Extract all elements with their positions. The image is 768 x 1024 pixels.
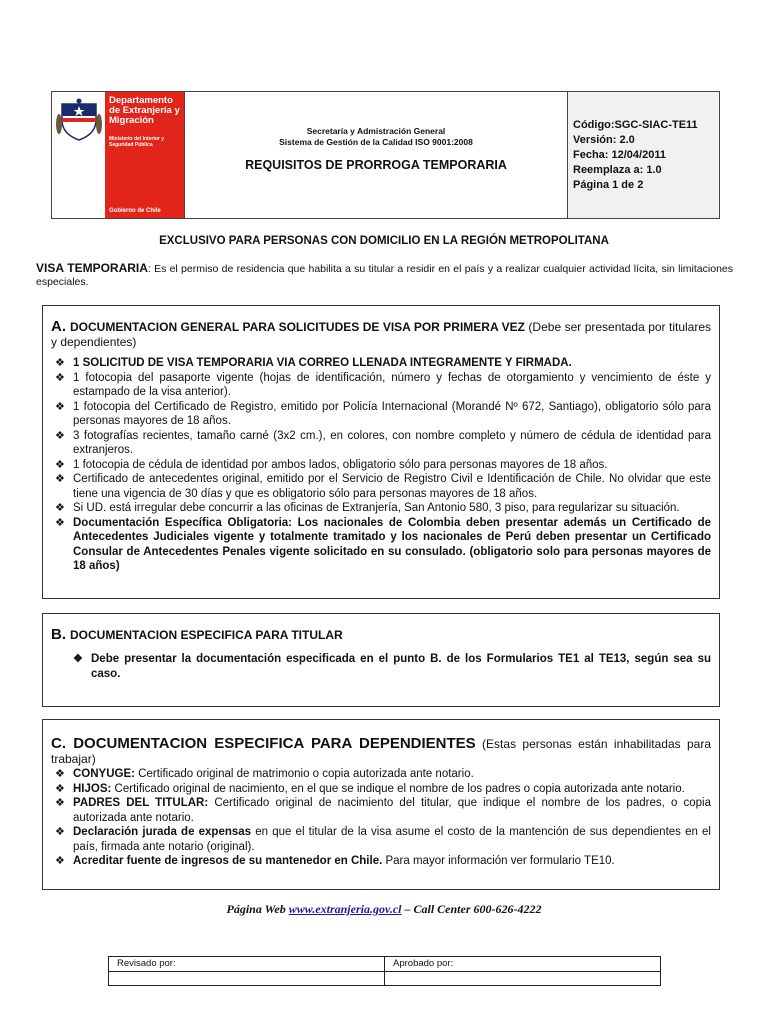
item-text: Certificado original de nacimiento, en el que se indique el nombre de los padres o copia autorizada ante notario.: [111, 782, 685, 795]
item-strong: CONYUGE:: [73, 768, 135, 780]
section-c-heading: [51, 736, 711, 767]
visa-definition: [36, 262, 733, 289]
section-c: [42, 719, 720, 890]
diamond-bullet-icon: ❖: [55, 826, 65, 838]
chile-coat-of-arms-icon: [56, 98, 102, 142]
item-text: 1 fotocopia del Certificado de Registro, emitido por Policía Internacional (Morandé Nº 672, Santiago), obligatorio sólo para personas mayores de 18 años.: [73, 400, 711, 427]
section-a: [42, 305, 720, 599]
shield-area: [52, 92, 105, 218]
diamond-bullet-icon: ❖: [55, 768, 65, 780]
document-header: [51, 91, 720, 219]
list-item: [51, 429, 711, 458]
document-title: REQUISITOS DE PRORROGA TEMPORARIA: [245, 158, 507, 172]
list-item: [51, 825, 711, 854]
secretaria-text: Secretaría y Admistración General: [306, 126, 446, 136]
government-name: Gobierno de Chile: [109, 208, 161, 214]
list-item: [51, 796, 711, 825]
secretaria-line: [185, 126, 567, 148]
diamond-bullet-icon: ❖: [55, 371, 65, 384]
diamond-bullet-icon: ❖: [55, 855, 65, 867]
revisado-signature-cell[interactable]: [109, 972, 384, 986]
review-table: [108, 956, 661, 986]
section-b-title: DOCUMENTACION ESPECIFICA PARA TITULAR: [70, 628, 343, 642]
list-item: [51, 356, 711, 371]
meta-version: Versión: 2.0: [573, 134, 635, 146]
item-text: Certificado original de matrimonio o copia autorizada ante notario.: [134, 768, 474, 780]
header-center: [185, 92, 568, 218]
visa-term: VISA TEMPORARIA: [36, 261, 148, 275]
aprobado-label: Aprobado por:: [384, 957, 660, 971]
diamond-bullet-icon: ❖: [55, 429, 65, 442]
item-text: Certificado de antecedentes original, emitido por el Servicio de Registro Civil e Identificación de Chile. No olvidar que este tiene una vigencia de 30 días y que es obligatorio sólo para personas mayores de 18 años.: [73, 473, 711, 500]
diamond-bullet-icon: ❖: [55, 797, 65, 809]
footer-suffix: – Call Center 600-626-4222: [401, 902, 542, 916]
diamond-bullet-icon: ❖: [55, 400, 65, 413]
footer-contact: [0, 902, 768, 917]
list-item: [51, 516, 711, 574]
meta-codigo: Código:SGC-SIAC-TE11: [573, 119, 698, 131]
section-b: [42, 613, 720, 707]
list-item: [51, 400, 711, 429]
revisado-label: Revisado por:: [117, 958, 176, 969]
item-text: Si UD. está irregular debe concurrir a las oficinas de Extranjería, San Antonio 580, 3 piso, para regularizar su situación.: [73, 502, 680, 514]
document-meta: [568, 92, 719, 218]
item-text: en que el titular de la visa asume el costo de la mantención de sus dependientes en el país, firmada ante notario (original).: [73, 826, 711, 853]
item-text: 1 fotocopia del pasaporte vigente (hojas de identificación, número y fechas de otorgamiento y vencimiento de éste y estampado de la visa anterior).: [73, 371, 711, 398]
ministry-name: Ministerio del Interior y Seguridad Pública: [109, 136, 165, 148]
meta-pagina: Página 1 de 2: [573, 179, 644, 191]
section-c-note: (Estas personas están inhabilitadas para trabajar): [51, 737, 712, 766]
item-text: Para mayor información ver formulario TE10.: [382, 855, 615, 867]
section-a-letter: A.: [51, 318, 66, 335]
list-item: [51, 767, 711, 782]
sistema-text: Sistema de Gestión de la Calidad ISO 9001:2008: [279, 137, 473, 147]
item-strong: 1 SOLICITUD DE VISA TEMPORARIA VIA CORREO LLENADA INTEGRAMENTE Y FIRMADA.: [73, 357, 572, 369]
section-c-title: C. DOCUMENTACION ESPECIFICA PARA DEPENDIENTES: [51, 735, 476, 752]
section-a-heading: [51, 319, 711, 350]
section-c-list: [51, 767, 711, 869]
section-b-heading: [51, 627, 711, 643]
logo-red-panel: [105, 92, 184, 218]
diamond-bullet-icon: ❖: [73, 653, 83, 665]
review-signature-row: [109, 971, 660, 986]
list-item: [51, 371, 711, 400]
diamond-bullet-icon: ❖: [55, 502, 65, 514]
meta-fecha: Fecha: 12/04/2011: [573, 149, 666, 161]
list-item: [51, 501, 711, 516]
website-link[interactable]: www.extranjeria.gov.cl: [288, 902, 402, 916]
item-text: 3 fotografías recientes, tamaño carné (3x2 cm.), en colores, con nombre completo y número de cédula de identidad para extranjeros.: [73, 429, 711, 456]
item-strong: HIJOS:: [73, 782, 112, 795]
section-b-letter: B.: [51, 626, 66, 643]
item-text: Certificado original de nacimiento del titular, que indique el nombre de los padres, o copia autorizada ante notario.: [73, 797, 711, 824]
aprobado-signature-cell[interactable]: [384, 972, 660, 986]
footer-prefix: Página Web: [226, 902, 289, 916]
list-item: [51, 782, 711, 797]
section-a-list: [51, 356, 711, 574]
diamond-bullet-icon: ❖: [55, 357, 65, 369]
diamond-bullet-icon: ❖: [55, 458, 65, 471]
list-item: [51, 472, 711, 501]
list-item: [51, 458, 711, 473]
item-text: 1 fotocopia de cédula de identidad por ambos lados, obligatorio sólo para personas mayores de 18 años.: [73, 458, 608, 471]
diamond-bullet-icon: ❖: [55, 782, 65, 795]
item-strong: Documentación Específica Obligatoria: Los nacionales de Colombia deben presentar además un Certificado de Antecedentes Judiciales vigente y totalmente tramitado y los nacionales de Perú deben presentar un Certificado Consular de Antecedentes Penales vigente solicitado en su consulado. (obligatorio solo para personas mayores de 18 años): [73, 516, 711, 572]
item-strong: Declaración jurada de expensas: [73, 826, 252, 838]
exclusive-note: EXCLUSIVO PARA PERSONAS CON DOMICILIO EN LA REGIÓN METROPOLITANA: [159, 235, 609, 247]
list-item: [69, 652, 711, 681]
item-strong: PADRES DEL TITULAR:: [73, 797, 209, 809]
diamond-bullet-icon: ❖: [55, 516, 65, 529]
section-a-note: (Debe ser presentada por titulares y dependientes): [51, 320, 712, 349]
diamond-bullet-icon: ❖: [55, 473, 65, 485]
section-b-list: [51, 652, 711, 681]
item-strong: Debe presentar la documentación especificada en el punto B. de los Formularios TE1 al TE13, según sea su caso.: [91, 653, 711, 680]
item-strong: Acreditar fuente de ingresos de su mantenedor en Chile.: [73, 855, 383, 867]
section-a-title: DOCUMENTACION GENERAL PARA SOLICITUDES DE VISA POR PRIMERA VEZ: [70, 320, 525, 334]
meta-reemplaza: Reemplaza a: 1.0: [573, 164, 662, 176]
review-header-row: [109, 957, 660, 971]
visa-definition-text: : Es el permiso de residencia que habilita a su titular a residir en el país y a realizar cualquier actividad lícita, sin limitaciones especiales.: [36, 263, 733, 288]
ministry-logo: [52, 92, 185, 218]
department-name: Departamento de Extranjería y Migración: [109, 95, 180, 126]
list-item: [51, 854, 711, 869]
